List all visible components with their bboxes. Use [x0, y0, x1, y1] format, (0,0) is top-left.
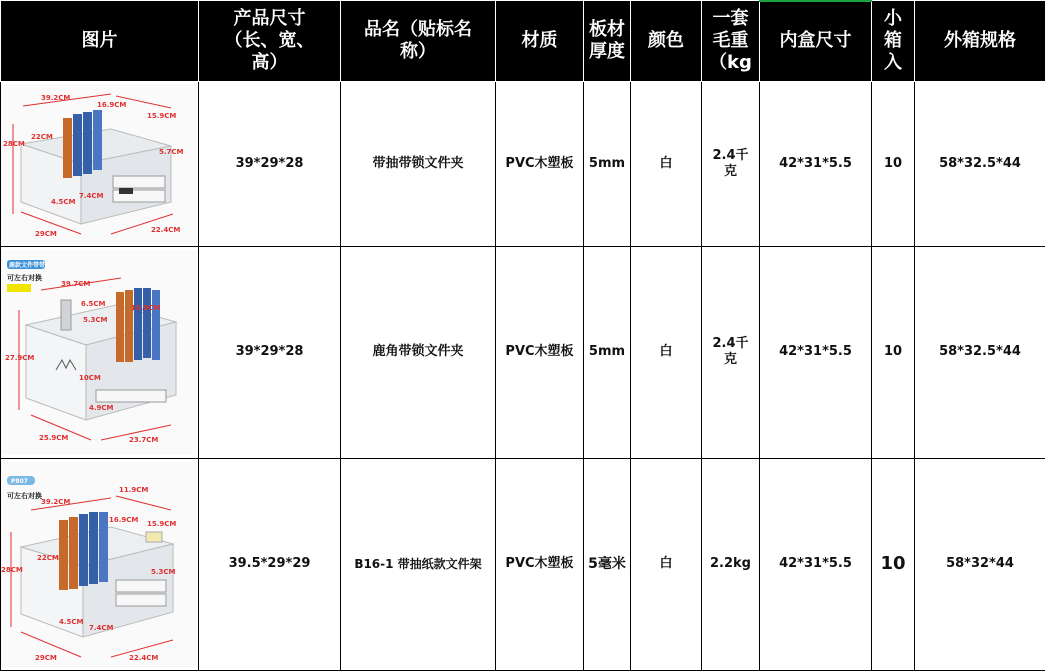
- dim-label: 39.7CM: [61, 279, 91, 288]
- product-inner-box: 42*31*5.5: [760, 246, 872, 458]
- header-size: 产品尺寸（长、宽、高）: [199, 1, 341, 81]
- dim-label: 27.9CM: [5, 353, 35, 362]
- product-inner-box: 42*31*5.5: [760, 458, 872, 670]
- header-outer-box: 外箱规格: [915, 1, 1045, 81]
- product-thickness: 5毫米: [584, 458, 631, 670]
- product-color: 白: [631, 458, 702, 670]
- dim-label: 22CM: [31, 132, 53, 141]
- product-per-box: 10: [872, 246, 915, 458]
- product-photo: [1, 84, 197, 244]
- dim-label: 4.9CM: [89, 403, 114, 412]
- dim-label: 7.4CM: [89, 623, 114, 632]
- dim-label: 5.3CM: [83, 315, 108, 324]
- header-name: 品名（贴标名称）: [341, 1, 496, 81]
- product-name: 鹿角带锁文件夹: [341, 246, 496, 458]
- dim-label: 28CM: [3, 139, 25, 148]
- product-thickness: 5mm: [584, 246, 631, 458]
- product-name: 带抽带锁文件夹: [341, 81, 496, 246]
- dim-label: 5.7CM: [159, 147, 184, 156]
- product-per-box: 10: [872, 81, 915, 246]
- product-material: PVC木塑板: [496, 458, 584, 670]
- product-outer-box: 58*32.5*44: [915, 246, 1045, 458]
- dim-label: 6.5CM: [81, 299, 106, 308]
- dim-label: 5.3CM: [151, 567, 176, 576]
- table-row: [1, 458, 1045, 670]
- image-tag: P807: [11, 477, 28, 485]
- header-image: 图片: [1, 1, 199, 81]
- product-outer-box: 58*32*44: [915, 458, 1045, 670]
- product-weight: 2.4千克: [702, 246, 760, 458]
- dim-label: 16.9CM: [131, 303, 161, 312]
- product-size: 39*29*28: [199, 246, 341, 458]
- dim-label: 22.4CM: [129, 653, 159, 662]
- product-thickness: 5mm: [584, 81, 631, 246]
- dim-label: 29CM: [35, 229, 57, 238]
- product-size: 39*29*28: [199, 81, 341, 246]
- dim-label: 7.4CM: [79, 191, 104, 200]
- image-tag: 鹿款文件带带锁: [9, 261, 52, 269]
- dim-label: 22.4CM: [151, 225, 181, 234]
- dim-label: 16.9CM: [97, 100, 127, 109]
- dim-label: 15.9CM: [147, 111, 177, 120]
- dim-label: 10CM: [79, 373, 101, 382]
- dim-label: 25.9CM: [39, 433, 69, 442]
- header-per-box: 小箱入: [872, 1, 915, 81]
- dim-label: 28CM: [1, 565, 23, 574]
- dim-label: 4.5CM: [51, 197, 76, 206]
- dim-label: 39.2CM: [41, 93, 71, 102]
- product-material: PVC木塑板: [496, 246, 584, 458]
- dim-label: 22CM: [37, 553, 59, 562]
- product-image-cell: [1, 458, 199, 670]
- dim-label: 29CM: [35, 653, 57, 662]
- header-inner-box: 内盒尺寸: [760, 1, 872, 81]
- header-weight: 一套毛重（kg: [702, 1, 760, 81]
- product-photo: [1, 250, 197, 455]
- product-outer-box: 58*32.5*44: [915, 81, 1045, 246]
- table-row: [1, 246, 1045, 458]
- product-color: 白: [631, 246, 702, 458]
- product-color: 白: [631, 81, 702, 246]
- header-material: 材质: [496, 1, 584, 81]
- header-row: [1, 1, 1045, 81]
- dim-label: 4.5CM: [59, 617, 84, 626]
- product-image-cell: [1, 81, 199, 246]
- dim-label: 15.9CM: [147, 519, 177, 528]
- product-image-cell: [1, 246, 199, 458]
- header-thickness: 板材厚度: [584, 1, 631, 81]
- product-weight: 2.4千克: [702, 81, 760, 246]
- product-per-box: 10: [872, 458, 915, 670]
- table-row: [1, 81, 1045, 246]
- product-weight: 2.2kg: [702, 458, 760, 670]
- product-inner-box: 42*31*5.5: [760, 81, 872, 246]
- dim-label: 11.9CM: [119, 485, 149, 494]
- image-note: 可左右对换: [7, 273, 42, 282]
- product-material: PVC木塑板: [496, 81, 584, 246]
- dim-label: 39.2CM: [41, 497, 71, 506]
- product-size: 39.5*29*29: [199, 458, 341, 670]
- image-note: 可左右对换: [7, 491, 42, 500]
- product-photo: [1, 462, 197, 667]
- dim-label: 23.7CM: [129, 435, 159, 444]
- product-name: B16-1 带抽纸款文件架: [341, 458, 496, 670]
- header-color: 颜色: [631, 1, 702, 81]
- dim-label: 16.9CM: [109, 515, 139, 524]
